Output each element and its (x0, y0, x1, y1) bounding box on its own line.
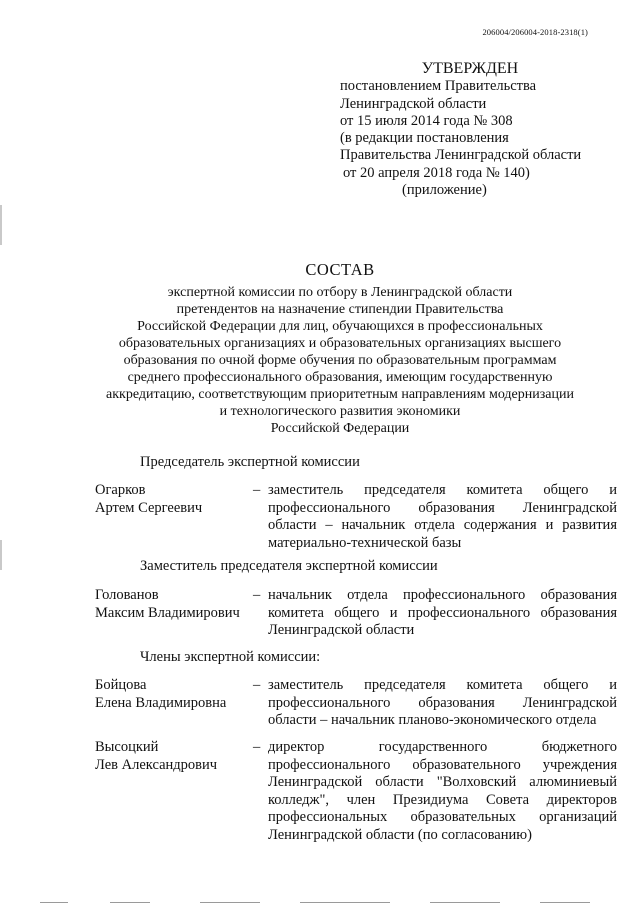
heading-line: образовательных организациях и образовательных организациях высшего (118, 336, 562, 351)
heading-line: экспертной комиссии по отбору в Ленинградской области (167, 285, 513, 300)
scan-footer-marks (0, 899, 640, 905)
scan-margin-mark (0, 540, 2, 570)
section-title-deputy: Заместитель председателя экспертной комиссии (140, 558, 438, 574)
member-surname: Огарков (95, 482, 146, 498)
heading-line: и технологического развития экономики (219, 404, 461, 419)
scan-margin-mark (0, 205, 2, 245)
member-dash: – (253, 677, 261, 693)
heading-title: СОСТАВ (305, 260, 375, 279)
heading-line: аккредитацию, соответствующим приоритетным направлениям модернизации (106, 387, 574, 402)
member-role: директор государственного бюджетного профессионального образовательного учреждения Ленинградской области "Волховский алюминиевый колледж", член Президиума Совета директоров профессиональных образовательных организаций Ленинградской области (по согласованию) (268, 739, 617, 843)
approval-appendix: (приложение) (402, 182, 487, 199)
member-dash: – (253, 739, 261, 755)
approval-line: от 15 июля 2014 года № 308 (340, 112, 513, 129)
heading-line: Российской Федерации для лиц, обучающихся в профессиональных (137, 319, 543, 334)
scan-mark (300, 902, 390, 903)
approval-line: Ленинградской области (340, 95, 487, 112)
member-dash: – (253, 587, 261, 603)
heading-line: образования по очной форме обучения по образовательным программам (123, 353, 557, 368)
member-given-name: Елена Владимировна (95, 694, 227, 711)
member-name (95, 739, 255, 774)
member-given-name: Максим Владимирович (95, 604, 240, 621)
scan-mark (200, 902, 260, 903)
document-id: 206004/206004-2018-2318(1) (482, 27, 588, 37)
member-role: заместитель председателя комитета общего и профессионального образования Ленинградской области – начальник планово-экономического отдела (268, 677, 617, 728)
heading-line: Российской Федерации (270, 421, 410, 436)
scan-mark (540, 902, 590, 903)
member-surname: Голованов (95, 587, 159, 603)
member-surname: Бойцова (95, 677, 147, 693)
member-dash: – (253, 482, 261, 498)
member-role: заместитель председателя комитета общего и профессионального образования Ленинградской области – начальник отдела содержания и развития материально-технической базы (268, 482, 617, 551)
approval-line: от 20 апреля 2018 года № 140) (343, 164, 530, 181)
member-name (95, 587, 255, 622)
heading-line: среднего профессионального образования, имеющим государственную (127, 370, 553, 385)
approval-title: УТВЕРЖДЕН (421, 60, 519, 77)
member-name (95, 482, 255, 517)
approval-line: Правительства Ленинградской области (340, 147, 582, 164)
approval-line: постановлением Правительства (340, 78, 537, 95)
section-title-members: Члены экспертной комиссии: (140, 649, 321, 665)
approval-line: (в редакции постановления (340, 130, 509, 147)
member-given-name: Лев Александрович (95, 756, 218, 773)
heading-line: претендентов на назначение стипендии Правительства (176, 302, 504, 317)
member-name (95, 677, 255, 712)
member-role: начальник отдела профессионального образования комитета общего и профессионального образования Ленинградской области (268, 587, 617, 638)
member-given-name: Артем Сергеевич (95, 499, 203, 516)
scan-mark (110, 902, 150, 903)
scan-mark (40, 902, 68, 903)
scan-mark (430, 902, 500, 903)
section-title-chair: Председатель экспертной комиссии (140, 454, 360, 470)
member-surname: Высоцкий (95, 739, 159, 755)
approval-block (340, 60, 600, 199)
document-heading (60, 260, 620, 437)
